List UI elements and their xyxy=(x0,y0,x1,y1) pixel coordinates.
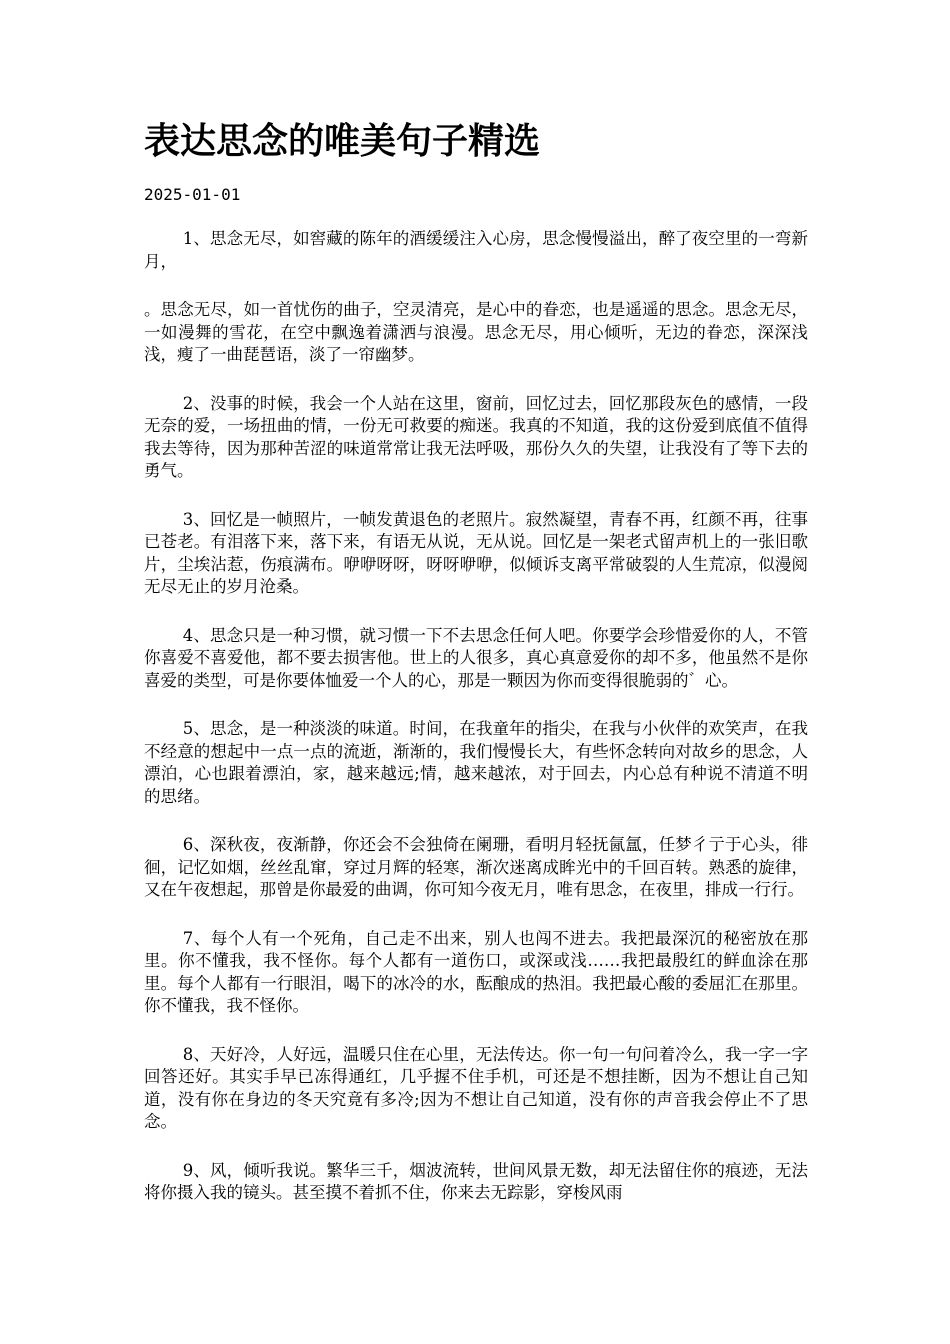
paragraph-9: 9、风，倾听我说。繁华三千，烟波流转，世间风景无数，却无法留住你的痕迹，无法将你摄入我的镜头。甚至摸不着抓不住，你来去无踪影，穿梭风雨 xyxy=(144,1160,808,1202)
paragraph-3: 3、回忆是一帧照片，一帧发黄退色的老照片。寂然凝望，青春不再，红颜不再，往事已苍老。有泪落下来，落下来，有语无从说，无从说。回忆是一架老式留声机上的一张旧歌片，尘埃沾惹，伤痕满布。咿咿呀呀，呀呀咿咿，似倾诉支离平常破裂的人生荒凉，似漫阅无尽无止的岁月沧桑。 xyxy=(144,509,808,596)
paragraph-6: 6、深秋夜，夜渐静，你还会不会独倚在阑珊，看明月轻抚氤氲，任梦彳亍于心头，徘徊，记忆如烟，丝丝乱窜，穿过月辉的轻寒，渐次迷离成眸光中的千回百转。熟悉的旋律，又在午夜想起，那曾是你最爱的曲调，你可知今夜无月，唯有思念，在夜里，排成一行行。 xyxy=(144,835,808,899)
document-title: 表达思念的唯美句子精选 xyxy=(144,120,541,162)
document-body xyxy=(144,228,808,1231)
paragraph-1-continued: 。思念无尽，如一首忧伤的曲子，空灵清亮，是心中的眷恋，也是遥遥的思念。思念无尽，一如漫舞的雪花，在空中飘逸着潇洒与浪漫。思念无尽，用心倾听，无边的眷恋，深深浅浅，瘦了一曲琵琶语，淡了一帘幽梦。 xyxy=(144,300,808,364)
paragraph-8: 8、天好冷，人好远，温暖只住在心里，无法传达。你一句一句问着冷么，我一字一字回答还好。其实手早已冻得通红，几乎握不住手机，可还是不想挂断，因为不想让自己知道，没有你在身边的冬天究竟有多冷;因为不想让自己知道，没有你的声音我会停止不了思念。 xyxy=(144,1044,808,1131)
paragraph-4: 4、思念只是一种习惯，就习惯一下不去思念任何人吧。你要学会珍惜爱你的人，不管你喜爱不喜爱他，都不要去损害他。世上的人很多，真心真意爱你的却不多，他虽然不是你喜爱的类型，可是你要体恤爱一个人的心，那是一颗因为你而变得很脆弱的゛心。 xyxy=(144,625,808,690)
paragraph-1: 1、思念无尽，如窖藏的陈年的酒缓缓注入心房，思念慢慢溢出，醉了夜空里的一弯新月， xyxy=(144,229,808,271)
document-date: 2025-01-01 xyxy=(144,185,241,204)
paragraph-2: 2、没事的时候，我会一个人站在这里，窗前，回忆过去，回忆那段灰色的感情，一段无奈的爱，一场扭曲的情，一份无可救要的痴迷。我真的不知道，我的这份爱到底值不值得我去等待，因为那种苦涩的味道常常让我无法呼吸，那份久久的失望，让我没有了等下去的勇气。 xyxy=(144,393,808,480)
paragraph-7: 7、每个人有一个死角，自己走不出来，别人也闯不进去。我把最深沉的秘密放在那里。你不懂我，我不怪你。每个人都有一道伤口，或深或浅……我把最殷红的鲜血涂在那里。每个人都有一行眼泪，喝下的冰冷的水，酝酿成的热泪。我把最心酸的委屈汇在那里。你不懂我，我不怪你。 xyxy=(144,928,808,1015)
paragraph-5: 5、思念，是一种淡淡的味道。时间，在我童年的指尖，在我与小伙伴的欢笑声，在我不经意的想起中一点一点的流逝，渐渐的，我们慢慢长大，有些怀念转向对故乡的思念，人漂泊，心也跟着漂泊，家，越来越远;情，越来越浓，对于回去，内心总有种说不清道不明的思绪。 xyxy=(144,719,808,806)
